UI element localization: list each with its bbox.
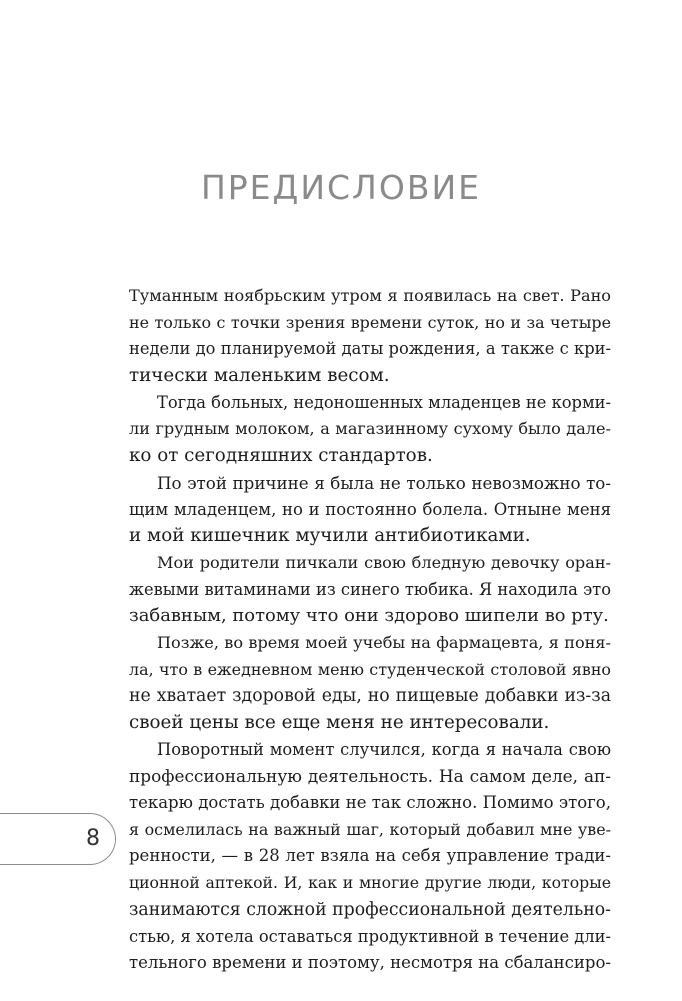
text-line: занимаются сложной профессиональной деятельно-: [129, 899, 611, 920]
text-line: ла, что в ежедневном меню студенческой столовой явно: [129, 659, 611, 679]
text-line: и мой кишечник мучили антибиотиками.: [129, 525, 531, 547]
text-line: ционной аптекой. И, как и многие другие люди, которые: [129, 873, 611, 893]
text-line: я осмелилась на важный шаг, который добавил мне уве-: [129, 819, 611, 839]
text-line: забавным, потому что они здорово шипели во рту.: [129, 605, 609, 627]
text-line: не хватает здоровой еды, но пищевые добавки из-за: [129, 686, 611, 707]
text-line: тельного времени и поэтому, несмотря на сбалансиро-: [129, 953, 611, 973]
text-line: Тогда больных, недоношенных младенцев не корми-: [157, 392, 611, 412]
text-line: ренности, — в 28 лет взяла на себя управление тради-: [129, 846, 611, 866]
chapter-heading: ПРЕДИСЛОВИЕ: [200, 168, 482, 207]
body-text: [129, 283, 611, 977]
text-line: По этой причине я была не только невозможно то-: [157, 472, 611, 493]
page-number: 8: [86, 826, 100, 851]
text-line: Позже, во время моей учебы на фармацевта, я поня-: [157, 632, 611, 652]
text-line: ко от сегодняшних стандартов.: [129, 445, 433, 467]
text-line: ли грудным молоком, а магазинному сухому было дале-: [129, 419, 611, 439]
text-line: тически маленьким весом.: [129, 365, 390, 387]
text-line: Мои родители пичкали свою бледную девочку оран-: [157, 552, 611, 572]
text-line: своей цены все еще меня не интересовали.: [129, 712, 550, 733]
text-line: жевыми витаминами из синего тюбика. Я находила это: [129, 579, 611, 599]
text-line: недели до планируемой даты рождения, а также с кри-: [129, 339, 611, 359]
text-line: не только с точки зрения времени суток, но и за четыре: [129, 312, 611, 332]
text-line: профессиональную деятельность. На самом деле, ап-: [129, 766, 611, 787]
text-line: Туманным ноябрьским утром я появилась на свет. Рано: [129, 286, 611, 305]
text-line: текарю достать добавки не так сложно. Помимо этого,: [129, 793, 611, 813]
text-line: Поворотный момент случился, когда я начала свою: [157, 739, 611, 759]
text-line: стью, я хотела оставаться продуктивной в течение дли-: [129, 926, 611, 946]
text-line: щим младенцем, но и постоянно болела. Отныне меня: [129, 499, 611, 519]
